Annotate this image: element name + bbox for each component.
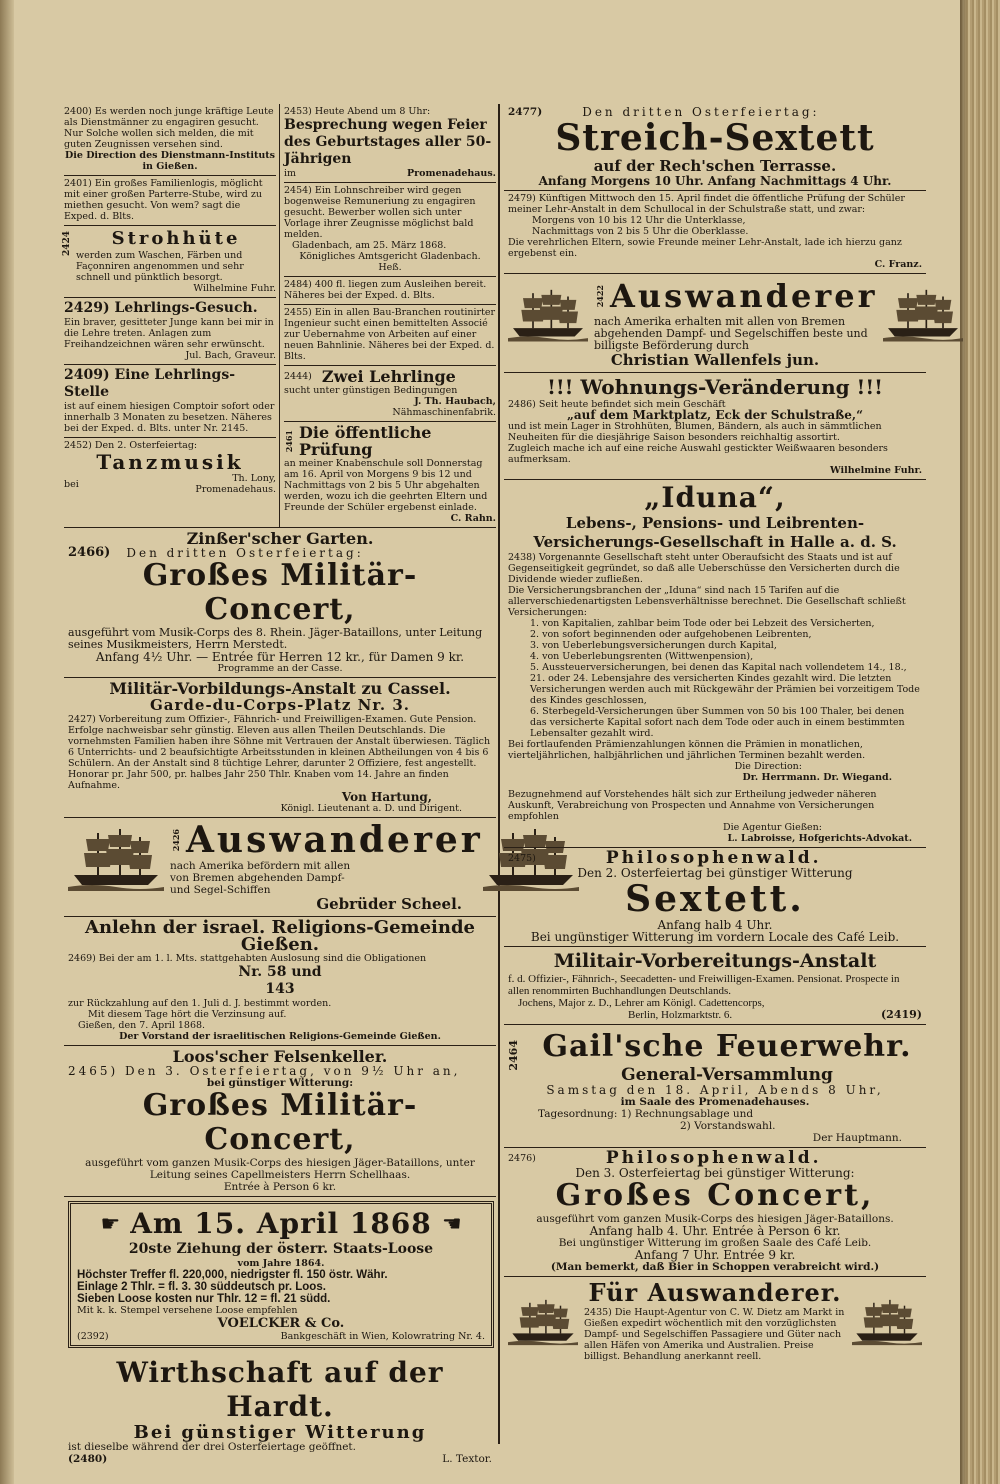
ad-text: Die Versicherungsbranchen der „Iduna“ sind nach 15 Tarifen auf die allerverschiedenartigsten Lebensverhältnisse berechnet. Die Gesellschaft schließt Versicherungen: [508, 585, 906, 618]
ad-text: Mit diesem Tage hört die Verzinsung auf. [88, 1009, 287, 1020]
list-item: 6. Sterbegeld-Versicherungen über Summen von 50 bis 100 Thaler, bei denen das versicherte Kapital sofort nach dem Tode oder auch in einem bestimmten Lebensalter gezahlt wird. [530, 706, 905, 739]
ad-line: bei günstiger Witterung: [206, 1077, 354, 1089]
right-column [504, 104, 926, 1365]
ad-text: ausgeführt vom ganzen Musik-Corps des hiesigen Jäger-Bataillons, unter Leitung seines Capellmeisters Herrn Schellhaas. [85, 1157, 475, 1181]
ad-text: 2484) 400 fl. liegen zum Ausleihen bereit. Näheres bei der Exped. d. Blts. [284, 279, 487, 301]
ad-heading: Lebens-, Pensions- und Leibrenten-Versicherungs-Gesellschaft in Halle a. d. S. [533, 514, 897, 551]
list-item: 1. von Kapitalien, zahlbar beim Tode oder bei Lebzeit des Versicherten, [530, 618, 875, 629]
ad-text: und Segel-Schiffen [170, 884, 271, 896]
ad-time: Anfang 4½ Uhr. — Entrée für Herren 12 kr., für Damen 9 kr. [95, 650, 465, 664]
ad-heading: Anlehn der israel. Religions-Gemeinde Gießen. [84, 917, 475, 955]
ad-text: ausgeführt vom ganzen Musik-Corps des hiesigen Jäger-Bataillons. [536, 1213, 894, 1225]
ad-time: Anfang Morgens 10 Uhr. Anfang Nachmittags 4 Uhr. [538, 174, 892, 188]
ad-title: 2429) Lehrlings-Gesuch. [64, 300, 258, 316]
ad-text: 2400) Es werden noch junge kräftige Leute als Dienstmänner zu engagiren gesucht. Nur Solche wollen sich melden, die mit guten Zeugnissen versehen sind. [64, 106, 274, 150]
ad-title: Auswanderer [186, 819, 483, 861]
pointing-hand-icon: ☛ [100, 1211, 121, 1237]
ad-title: Strohhüte [111, 228, 241, 249]
ad-place: Promenadehaus. [407, 168, 496, 179]
ad-heading: Philosophenwald. [605, 1148, 822, 1168]
ad-2469 [64, 917, 496, 1046]
ad-direction-label: Die Direction: [734, 761, 802, 772]
ad-sign: Th. Lony, [232, 473, 276, 484]
ad-title: Besprechung wegen Feier des Geburtstages aller 50-Jährigen [284, 117, 492, 167]
ad-title: Streich-Sextett [555, 117, 875, 159]
ad-2479 [504, 191, 926, 274]
ad-2484 [284, 277, 496, 305]
ad-sign: VOELCKER & Co. [217, 1316, 345, 1331]
ad-agenda: 2) Vorstandswahl. [680, 1120, 776, 1132]
ad-sign: Gebrüder Scheel. [316, 895, 462, 913]
ad-text: bei [64, 478, 79, 490]
ad-2392 [68, 1201, 494, 1348]
ad-line: Nachmittags von 2 bis 5 Uhr die Oberklasse. [532, 226, 749, 237]
left-subcolumn [64, 104, 280, 527]
ad-line: 20ste Ziehung der österr. Staats-Loose [128, 1241, 434, 1257]
ad-line: Sieben Loose kosten nur Thlr. 12 = fl. 21 südd. [77, 1293, 331, 1305]
ad-text: 2469) Bei der am 1. l. Mts. stattgehabten Auslosung sind die Obligationen [68, 953, 427, 964]
ad-text: nach Amerika erhalten mit allen von Bremen abgehenden Dampf- und Segelschiffen beste und billigste Beförderung durch [594, 315, 868, 352]
ad-2480 [64, 1354, 496, 1468]
ad-line: Einlage 2 Thlr. = fl. 3. 30 süddeutsch pr. Loos. [77, 1281, 326, 1293]
ad-text: von Bremen abgehenden Dampf- [170, 872, 345, 884]
ad-2452 [64, 438, 276, 498]
ad-text: werden zum Waschen, Färben und Façonniren angenommen und sehr schnell und pünktlich besorgt. [76, 250, 244, 283]
ad-title: Großes Militär-Concert, [142, 1088, 418, 1157]
ad-text: Samstag den 18. April, Abends 8 Uhr, [546, 1083, 884, 1097]
ad-title: Gail'sche Feuerwehr. [542, 1029, 912, 1064]
ad-2461 [284, 422, 496, 527]
ad-sign: J. Th. Haubach, [414, 396, 496, 407]
ad-subtitle: Bei günstiger Witterung [133, 1422, 427, 1443]
ad-line: Den dritten Osterfeiertag: [126, 546, 364, 560]
ad-address: Berlin, Holzmarktstr. 6. [628, 1009, 733, 1021]
ad-2454 [284, 183, 496, 277]
ad-text: 2435) Die Haupt-Agentur von C. W. Dietz am Markt in Gießen expedirt wöchentlich mit den vorzüglichsten Dampf- und Segelschiffen Passagiere und Güter nach allen Häfen von Amerika und Australien. Preise billigst. Behandlung anerkannt reell. [584, 1307, 845, 1362]
column-divider [498, 104, 500, 1444]
ad-heading: Militair-Vorbereitungs-Anstalt [553, 950, 877, 972]
ad-heading: Zinßer'scher Garten. [186, 529, 374, 548]
ad-subtitle: auf der Rech'schen Terrasse. [593, 157, 837, 175]
ad-2427 [64, 678, 496, 818]
ad-sign: C. Franz. [874, 259, 922, 270]
ad-subtitle: General-Versammlung [621, 1065, 833, 1085]
ad-sign-place: Promenadehaus. [195, 484, 276, 495]
ad-2438 [504, 480, 926, 848]
list-item: 4. von Ueberlebungsrenten (Wittwenpension), [530, 651, 754, 662]
ad-title: Auswanderer [610, 277, 878, 315]
ad-line: Höchster Treffer fl. 220,000, niedrigster fl. 150 östr. Währ. [77, 1269, 388, 1281]
ad-number: 2461 [284, 429, 294, 453]
ad-text: Die verehrlichen Eltern, sowie Freunde meiner Lehr-Anstalt, lade ich hierzu ganz ergebenst ein. [508, 237, 902, 259]
ad-title: Sextett. [625, 878, 805, 920]
ad-text: Bezugnehmend auf Vorstehendes hält sich zur Ertheilung jedweder näheren Auskunft, Verabreichung von Prospecten und Annahme von Versicherungen empfohlen [508, 789, 877, 822]
ad-text: im Saale des Promenadehauses. [620, 1096, 810, 1108]
ad-list [508, 618, 922, 739]
ad-2476 [504, 1148, 926, 1277]
ad-text: 2427) Vorbereitung zum Offizier-, Fähnrich- und Freiwilligen-Examen. Gute Pension. Erfolge nachweisbar sehr günstig. Eleven aus allen Theilen Deutschlands. Die vornehmsten Familien haben ihre Söhne mit Vertrauen der Anstalt überwiesen. Täglich 6 Unterrichts- und 2 beaufsichtigte Arbeitsstunden in kleinen Abtheilungen von 4 bis 6 Schülern. An der Anstalt sind 8 tüchtige Lehrer, darunter 2 Offiziere, fest angestellt. Honorar pr. Jahr 500, pr. halbes Jahr 250 Thlr. Knaben vom 14. Jahre an finden Aufnahme. [68, 714, 491, 791]
ad-title: 2409) Eine Lehrlings-Stelle [64, 367, 236, 400]
ad-2400 [64, 104, 276, 176]
ad-title: Für Auswanderer. [588, 1278, 842, 1307]
ad-time: Anfang halb 4. Uhr. Entrée à Person 6 kr. [589, 1224, 841, 1238]
ad-number: 2464 [507, 1040, 520, 1071]
ad-2465 [64, 1046, 496, 1197]
ad-text: im [284, 168, 297, 179]
ad-2424 [64, 226, 276, 298]
ad-entry: Entrée à Person 6 kr. [223, 1181, 337, 1193]
ad-number: 2444) [284, 371, 312, 382]
ad-text: an meiner Knabenschule soll Donnerstag am 16. April von Morgens 9 bis 12 und Nachmittags von 2 bis 5 Uhr abgehalten werden, wozu ich die geehrten Eltern und Freunde der Schüler ergebenst einlade. [284, 458, 488, 513]
ad-number: 2476) [508, 1153, 536, 1164]
ad-agenda: Tagesordnung: 1) Rechnungsablage und [538, 1108, 754, 1120]
ad-heading: Loos'scher Felsenkeller. [172, 1047, 388, 1066]
ad-direction-names: Dr. Herrmann. Dr. Wiegand. [742, 772, 892, 783]
ad-line: Morgens von 10 bis 12 Uhr die Unterklasse, [532, 215, 746, 226]
ad-line: 2452) Den 2. Osterfeiertag: [64, 440, 198, 451]
ad-title: !!! Wohnungs-Veränderung !!! [547, 375, 883, 399]
ad-2401 [64, 176, 276, 226]
ad-text: Zugleich mache ich auf eine reiche Auswahl gestickter Weißwaaren besonders aufmerksam. [508, 443, 888, 465]
ad-2426 [64, 818, 496, 917]
ad-heading: Philosophenwald. [605, 848, 822, 868]
ad-2435 [504, 1277, 926, 1365]
ad-line: Mit k. k. Stempel versehene Loose empfehlen [77, 1305, 298, 1316]
ad-2453 [284, 104, 496, 183]
ad-text: 2438) Vorgenannte Gesellschaft steht unter Oberaufsicht des Staats und ist auf Gegenseitigkeit gegründet, so daß alle Ueberschüsse den Versicherten durch die Dividende wieder zufließen. [508, 552, 900, 585]
ad-line: Den dritten Osterfeiertag: [582, 105, 820, 119]
sailing-ship-icon [508, 1294, 578, 1348]
ad-sign: Von Hartung, [341, 790, 432, 804]
list-item: 5. Aussteuerversicherungen, bei denen das Kapital nach vollendetem 14., 18., 21. oder 24. Lebensjahre des versicherten Kindes gezahlt wird. Die letzten Versicherungen werden auch mit Rückgewähr der Prämien bei vorzeitigem Tode des Kindes geschlossen, [530, 662, 920, 706]
ad-2477 [504, 104, 926, 191]
ad-agent-label: Die Agentur Gießen: [722, 822, 822, 833]
ad-2486 [504, 373, 926, 480]
ad-2422 [504, 274, 926, 373]
right-subcolumn [280, 104, 496, 527]
ad-number: 2422 [595, 284, 605, 308]
ad-2419 [504, 947, 926, 1025]
list-item: 3. von Ueberlebungsversicherungen durch Kapital, [530, 640, 777, 651]
ad-note: Programme an der Casse. [217, 663, 343, 674]
ad-line: Den 3. Osterfeiertag bei günstiger Witterung: [575, 1166, 855, 1180]
ad-text: f. d. Offizier-, Fähnrich-, Seecadetten- und Freiwilligen-Examen. Pensionat. Prospecte in allen renommirten Buchhandlungen Deutschlands. [508, 973, 900, 997]
ad-title: Großes Concert, [555, 1178, 875, 1213]
ad-text: 2453) Heute Abend um 8 Uhr: [284, 106, 431, 117]
ad-title: Wirthschaft auf der Hardt. [116, 1356, 444, 1423]
ad-sign: Jul. Bach, Graveur. [185, 350, 276, 361]
ad-note: (Man bemerkt, daß Bier in Schoppen verabreicht wird.) [550, 1261, 880, 1273]
ad-sign-company: Nähmaschinenfabrik. [392, 407, 496, 418]
ad-title: Am 15. April 1868 [130, 1207, 432, 1240]
ad-date: Gießen, den 7. April 1868. [78, 1020, 206, 1031]
ad-text: 2455) Ein in allen Bau-Branchen routinirter Ingenieur sucht einen bemittelten Associé zur Uebernahme von Arbeiten auf einer neuen Bahnlinie. Näheres bei der Exped. d. Blts. [284, 307, 496, 362]
ad-sign: L. Textor. [442, 1453, 492, 1465]
ad-date: Gladenbach, am 25. März 1868. [292, 240, 447, 251]
left-column [64, 104, 496, 1468]
ad-text: ausgeführt vom Musik-Corps des 8. Rhein. Jäger-Bataillons, unter Leitung seines Musikmeisters, Herrn Merstedt. [68, 626, 483, 651]
sailing-ship-icon [68, 825, 164, 891]
page-edges [960, 0, 1000, 1484]
ad-agent-name: L. Labroisse, Hofgerichts-Advokat. [727, 833, 912, 844]
ad-sign: Königliches Amtsgericht Gladenbach. [299, 251, 481, 262]
ad-text: 2454) Ein Lohnschreiber wird gegen bogenweise Remuneriung zu engagiren gesucht. Bewerber wollen sich unter Vorlage ihrer Zeugnisse möglichst bald melden. [284, 185, 476, 240]
ad-number: (2480) [68, 1453, 108, 1465]
ad-2429 [64, 298, 276, 365]
ad-number: (2419) [880, 1008, 922, 1021]
ad-2409 [64, 365, 276, 438]
ad-time: Anfang halb 4 Uhr. [657, 918, 773, 932]
ad-sign: Die Direction des Dienstmann-Instituts in Gießen. [65, 150, 275, 172]
ad-text: 2401) Ein großes Familienlogis, möglicht mit einer großen Parterre-Stube, wird zu miethen gesucht. Von wem? sagt die Exped. d. Blts. [64, 178, 263, 222]
ad-text: zur Rückzahlung auf den 1. Juli d. J. bestimmt worden. [68, 998, 332, 1009]
pointing-hand-icon: ☛ [441, 1211, 462, 1237]
ad-subheading: Garde-du-Corps-Platz Nr. 3. [149, 696, 411, 714]
ad-text: 2486) Seit heute befindet sich mein Geschäft [508, 399, 726, 410]
ad-number: 2477) [508, 106, 543, 118]
ad-title: „Iduna“, [644, 481, 786, 514]
ad-sign-title: Königl. Lieutenant a. D. und Dirigent. [280, 803, 462, 814]
ad-text: Bei ungünstiger Witterung im vordern Locale des Café Leib. [530, 930, 900, 944]
ad-number: 2424 [62, 230, 72, 256]
ad-2464 [504, 1025, 926, 1148]
ad-text: nach Amerika befördern mit allen [170, 860, 351, 872]
ad-title: Tanzmusik [96, 450, 244, 474]
ad-text: ist dieselbe während der drei Osterfeiertage geöffnet. [68, 1441, 356, 1453]
ad-title: Großes Militär-Concert, [142, 558, 418, 627]
ad-title: Die öffentliche Prüfung [299, 423, 432, 459]
list-item: 2. von sofort beginnenden oder aufgehobenen Leibrenten, [530, 629, 812, 640]
ad-2475 [504, 848, 926, 947]
ad-line: Den 2. Osterfeiertag bei günstiger Witterung [577, 866, 853, 880]
sailing-ship-icon [852, 1294, 922, 1348]
ad-text: Bei ungünstiger Witterung im großen Saale des Café Leib. [558, 1237, 872, 1249]
ad-line: 2465) Den 3. Osterfeiertag, von 9½ Uhr an, [68, 1064, 461, 1078]
ad-sign: Der Vorstand der israelitischen Religions-Gemeinde Gießen. [119, 1031, 441, 1042]
ad-number: 2466) [68, 545, 111, 560]
ad-2444 [284, 366, 496, 422]
ad-number: (2392) [77, 1331, 109, 1342]
ad-heading: Militär-Vorbildungs-Anstalt zu Cassel. [109, 679, 451, 698]
ad-2455 [284, 305, 496, 366]
sailing-ship-icon [883, 285, 963, 343]
ad-sign: Der Hauptmann. [812, 1132, 902, 1144]
ad-sign-name: Heß. [378, 262, 402, 273]
ad-sign: Wilhelmine Fuhr. [193, 283, 276, 294]
ad-time: Anfang 7 Uhr. Entrée 9 kr. [634, 1248, 796, 1262]
sailing-ship-icon [508, 285, 588, 343]
ad-2466 [64, 528, 496, 678]
ad-quote: „auf dem Marktplatz, Eck der Schulstraße,“ [567, 408, 863, 422]
ad-sign: C. Rahn. [450, 513, 496, 524]
ad-numbers: 143 [265, 981, 295, 997]
ad-text: 2479) Künftigen Mittwoch den 15. April findet die öffentliche Prüfung der Schüler meiner Lehr-Anstalt in dem Schullocal in der Schulstraße statt, und zwar: [508, 193, 905, 215]
ad-text: ist auf einem hiesigen Comptoir sofort oder innerhalb 3 Monaten zu besetzen. Näheres bei der Exped. d. Blts. unter Nr. 2145. [64, 401, 275, 434]
book-spine [0, 0, 14, 1484]
ad-address: Bankgeschäft in Wien, Kolowratring Nr. 4. [280, 1331, 485, 1342]
ad-number: 2426 [171, 828, 181, 852]
ad-text: und ist mein Lager in Strohhüten, Blumen, Bändern, als auch in sämmtlichen Neuheiten für die diesjährige Saison besonders reichhaltig assortirt. [508, 421, 882, 443]
ad-text: Bei fortlaufenden Prämienzahlungen können die Prämien in monatlichen, vierteljährlichen, halbjährlichen und jährlichen Terminen bezahlt werden. [508, 739, 866, 761]
ad-sign: Wilhelmine Fuhr. [829, 465, 922, 476]
ad-text: sucht unter günstigen Bedingungen [284, 385, 458, 396]
ad-line: vom Jahre 1864. [237, 1258, 325, 1269]
ad-title: Zwei Lehrlinge [321, 367, 456, 386]
ad-number: 2475) [508, 853, 536, 864]
ad-sign: Christian Wallenfels jun. [610, 351, 820, 369]
ad-text: Ein braver, gesitteter Junge kann bei mir in die Lehre treten. Anlagen zum Freihandzeichnen wären sehr erwünscht. [64, 317, 274, 350]
ad-numbers: Nr. 58 und [238, 964, 322, 980]
ad-sign: Jochens, Major z. D., Lehrer am Königl. Cadettencorps, [518, 997, 765, 1009]
